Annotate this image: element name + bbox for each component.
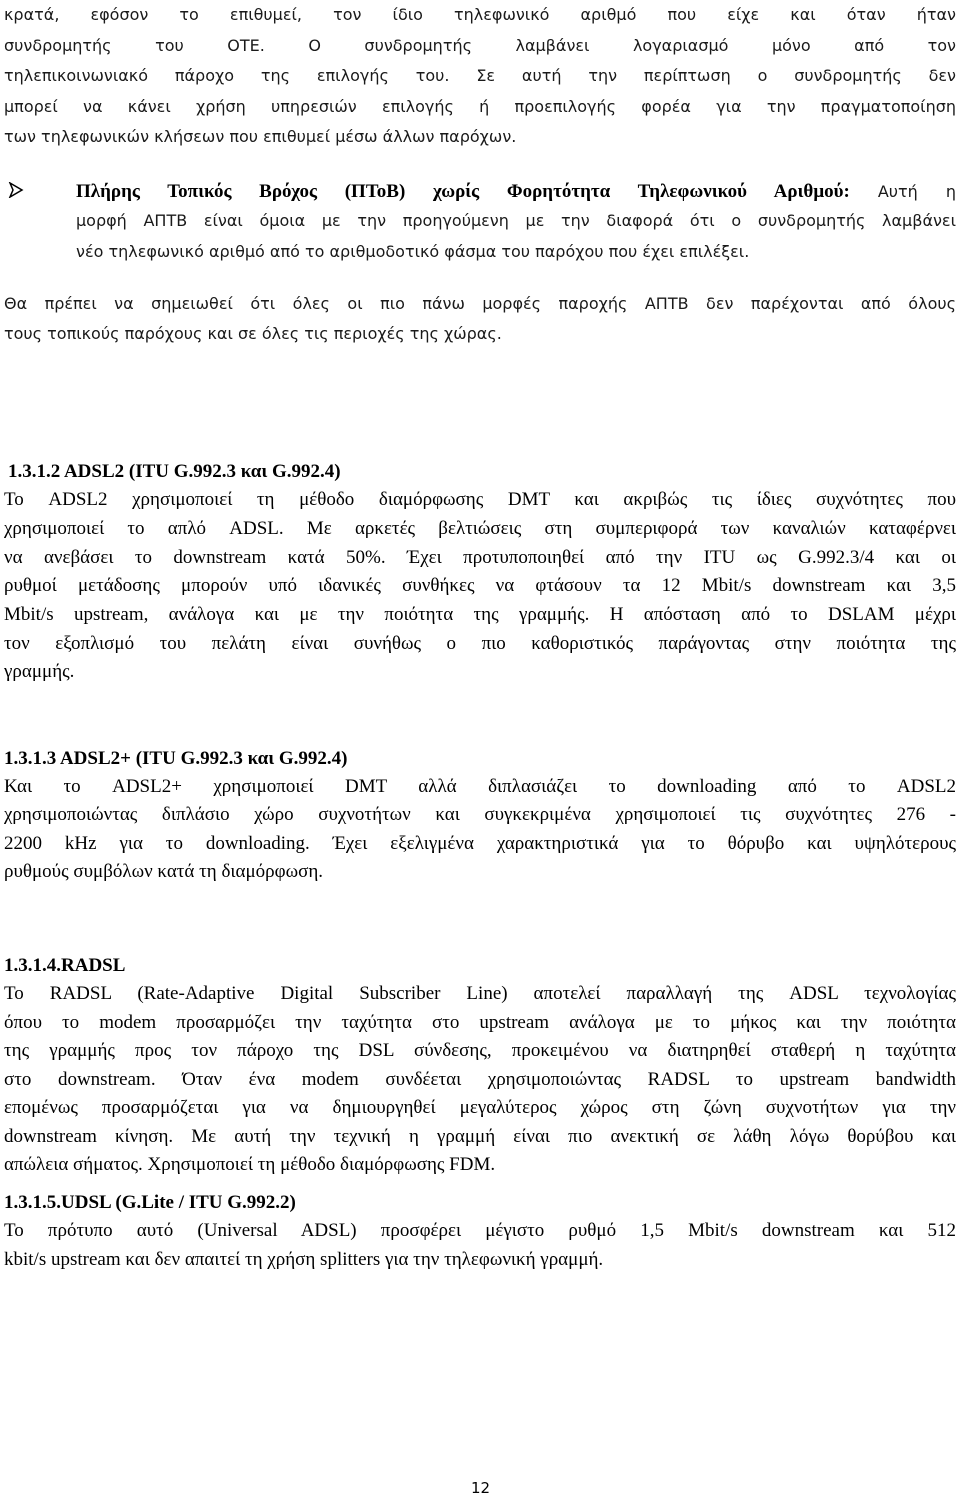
section-line: να ανεβάσει το downstream κατά 50%. Έχει προτυποποιηθεί από την ITU ως G.992.3/4 και οι bbox=[4, 547, 956, 568]
bullet-first-line bbox=[76, 182, 956, 201]
section-line: Το πρότυπο αυτό (Universal ADSL) προσφέρει μέγιστο ρυθμό 1,5 Mbit/s downstream και 512 bbox=[4, 1220, 956, 1241]
bullet-title: Πλήρης Τοπικός Βρόχος (ΠΤοΒ) χωρίς Φορητότητα Τηλεφωνικού Αριθμού: bbox=[76, 181, 850, 202]
section-line: απώλεια σήματος. Χρησιμοποιεί τη μέθοδο διαμόρφωσης FDM. bbox=[4, 1154, 496, 1175]
paragraph-line: τηλεπικοινωνιακό πάροχο της επιλογής του. Σε αυτή την περίπτωση ο συνδρομητής δεν bbox=[4, 66, 956, 85]
section-line: 2200 kHz για το downloading. Έχει εξελιγμένα χαρακτηριστικά για το θόρυβο και υψηλότερους bbox=[4, 833, 956, 854]
section-line: downstream κίνηση. Με αυτή την τεχνική η γραμμή είναι πιο ανεκτική σε λάθη λόγω θορύβου και bbox=[4, 1126, 956, 1147]
page-number: 12 bbox=[471, 1479, 491, 1497]
section-line: της γραμμής προς τον πάροχο της DSL σύνδεσης, προκειμένου να διατηρηθεί σταθερή η ταχύτητα bbox=[4, 1040, 956, 1061]
section-line: ρυθμοί μετάδοσης μπορούν υπό ιδανικές συνθήκες να φτάσουν τα 12 Mbit/s downstream και 3,5 bbox=[4, 575, 956, 596]
section-heading-adsl2: 1.3.1.2 ADSL2 (ITU G.992.3 και G.992.4) bbox=[8, 461, 341, 482]
section-heading-adsl2plus: 1.3.1.3 ADSL2+ (ITU G.992.3 και G.992.4) bbox=[4, 748, 348, 769]
arrowhead-bullet-icon bbox=[8, 182, 24, 198]
bullet-line: νέο τηλεφωνικό αριθμό από το αριθμοδοτικό φάσμα του παρόχου που έχει επιλέξει. bbox=[76, 242, 750, 261]
section-line: kbit/s upstream και δεν απαιτεί τη χρήση splitters για την τηλεφωνική γραμμή. bbox=[4, 1249, 604, 1270]
section-line: στο downstream. Όταν ένα modem συνδέεται χρησιμοποιώντας RADSL το upstream bandwidth bbox=[4, 1069, 956, 1090]
section-heading-radsl: 1.3.1.4.RADSL bbox=[4, 955, 126, 976]
bullet-text-rest: Αυτή η bbox=[849, 182, 956, 201]
section-line: Το RADSL (Rate-Adaptive Digital Subscriber Line) αποτελεί παραλλαγή της ADSL τεχνολογίας bbox=[4, 983, 956, 1004]
section-line: Και το ADSL2+ χρησιμοποιεί DMT αλλά διπλασιάζει το downloading από το ADSL2 bbox=[4, 776, 956, 797]
section-line: Το ADSL2 χρησιμοποιεί τη μέθοδο διαμόρφωσης DMT και ακριβώς τις ίδιες συχνότητες που bbox=[4, 489, 956, 510]
section-line: ρυθμούς συμβόλων κατά τη διαμόρφωση. bbox=[4, 861, 324, 882]
bullet-line: μορφή ΑΠΤΒ είναι όμοια με την προηγούμενη με την διαφορά ότι ο συνδρομητής λαμβάνει bbox=[76, 211, 956, 230]
paragraph-line: των τηλεφωνικών κλήσεων που επιθυμεί μέσω άλλων παρόχων. bbox=[4, 127, 517, 146]
paragraph-line: κρατά, εφόσον το επιθυμεί, τον ίδιο τηλεφωνικό αριθμό που είχε και όταν ήταν bbox=[4, 5, 956, 24]
note-line: Θα πρέπει να σημειωθεί ότι όλες οι πιο πάνω μορφές παροχής ΑΠΤΒ δεν παρέχονται από όλους bbox=[4, 294, 956, 313]
section-line: χρησιμοποιώντας διπλάσιο χώρο συχνοτήτων και συγκεκριμένα χρησιμοποιεί τις συχνότητες 276 - bbox=[4, 804, 956, 825]
section-line: γραμμής. bbox=[4, 661, 75, 682]
section-line: επομένως προσαρμόζεται για να δημιουργηθεί μεγαλύτερος χώρος στη ζώνη συχνοτήτων για την bbox=[4, 1097, 956, 1118]
section-heading-udsl: 1.3.1.5.UDSL (G.Lite / ITU G.992.2) bbox=[4, 1192, 296, 1213]
section-line: τον εξοπλισμό του πελάτη είναι συνήθως ο πιο καθοριστικός παράγοντας στην ποιότητα της bbox=[4, 633, 956, 654]
note-line: τους τοπικούς παρόχους και σε όλες τις περιοχές της χώρας. bbox=[4, 324, 502, 343]
section-line: χρησιμοποιεί το απλό ADSL. Με αρκετές βελτιώσεις στη συμπεριφορά των καναλιών καταφέρνει bbox=[4, 518, 956, 539]
section-line: Mbit/s upstream, ανάλογα και με την ποιότητα της γραμμής. Η απόσταση από το DSLAM μέχρι bbox=[4, 604, 956, 625]
section-line: όπου το modem προσαρμόζει την ταχύτητα στο upstream ανάλογα με το μήκος και την ποιότητα bbox=[4, 1012, 956, 1033]
paragraph-line: συνδρομητής του ΟΤΕ. Ο συνδρομητής λαμβάνει λογαριασμό μόνο από τον bbox=[4, 36, 956, 55]
paragraph-line: μπορεί να κάνει χρήση υπηρεσιών επιλογής ή προεπιλογής φορέα για την πραγματοποίηση bbox=[4, 97, 956, 116]
